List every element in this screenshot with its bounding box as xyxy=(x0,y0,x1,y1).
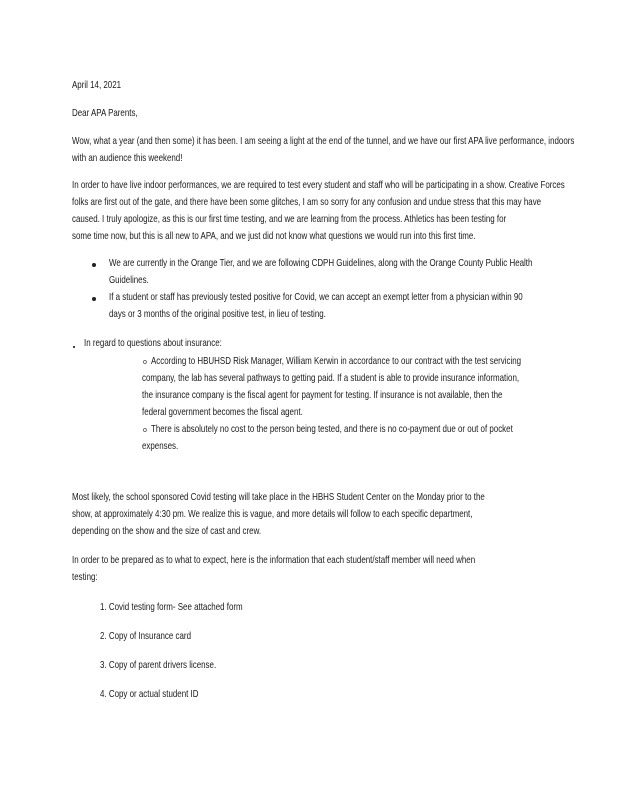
insurance-item-line: company, the lab has several pathways to getting paid. If a student is able to provide insurance information, xyxy=(142,373,520,384)
bullet-item-line: If a student or staff has previously tested positive for Covid, we can accept an exempt letter from a physician within 90 xyxy=(109,292,523,303)
bullet-item-line: We are currently in the Orange Tier, and we are following CDPH Guidelines, along with the Orange County Public Health xyxy=(109,258,533,269)
bullet-icon xyxy=(92,263,96,267)
insurance-item-line: the insurance company is the fiscal agent for payment for testing. If insurance is not available, then the xyxy=(142,390,503,401)
bullet-icon xyxy=(73,346,75,348)
intro-line: with an audience this weekend! xyxy=(72,153,183,164)
insurance-item-line: According to HBUHSD Risk Manager, William Kerwin in accordance to our contract with the test servicing xyxy=(151,356,522,367)
prepare-paragraph-line: In order to be prepared as to what to expect, here is the information that each student/staff member will need when xyxy=(72,555,476,566)
salutation: Dear APA Parents, xyxy=(72,108,138,119)
bullet-item-line: days or 3 months of the original positive test, in lieu of testing. xyxy=(109,309,326,320)
insurance-item-line: expenses. xyxy=(142,441,179,452)
intro-line: Wow, what a year (and then some) it has been. I am seeing a light at the end of the tunnel, and we have our first APA live performance, indoors xyxy=(72,136,575,147)
schedule-paragraph-line: show, at approximately 4:30 pm. We realize this is vague, and more details will follow to each specific department, xyxy=(72,509,473,520)
letter-date: April 14, 2021 xyxy=(72,80,122,91)
testing-paragraph-line: In order to have live indoor performances, we are required to test every student and staff who will be participating in a show. Creative Forces xyxy=(72,180,565,191)
sub-bullet-icon: o xyxy=(143,359,147,366)
testing-paragraph-line: caused. I truly apologize, as this is our first time testing, and we are learning from the process. Athletics has been testing for xyxy=(72,214,507,225)
requirement-item: 1. Covid testing form- See attached form xyxy=(100,602,243,613)
insurance-item-line: federal government becomes the fiscal agent. xyxy=(142,407,303,418)
schedule-paragraph-line: Most likely, the school sponsored Covid testing will take place in the HBHS Student Center on the Monday prior to the xyxy=(72,492,485,503)
requirement-item: 4. Copy or actual student ID xyxy=(100,689,199,700)
requirement-item: 3. Copy of parent drivers license. xyxy=(100,660,217,671)
insurance-heading: In regard to questions about insurance: xyxy=(84,338,222,349)
insurance-item-line: There is absolutely no cost to the person being tested, and there is no co-payment due or out of pocket xyxy=(151,424,513,435)
testing-paragraph-line: some time now, but this is all new to APA, and we just did not know what questions we would run into this first time. xyxy=(72,231,476,242)
sub-bullet-icon: o xyxy=(143,427,147,434)
bullet-icon xyxy=(92,297,96,301)
schedule-paragraph-line: depending on the show and the size of cast and crew. xyxy=(72,526,262,537)
bullet-item-line: Guidelines. xyxy=(109,275,149,286)
prepare-paragraph-line: testing: xyxy=(72,572,98,583)
requirement-item: 2. Copy of Insurance card xyxy=(100,631,191,642)
testing-paragraph-line: folks are first out of the gate, and there have been some glitches, I am so sorry for any confusion and undue stress that this may have xyxy=(72,197,542,208)
